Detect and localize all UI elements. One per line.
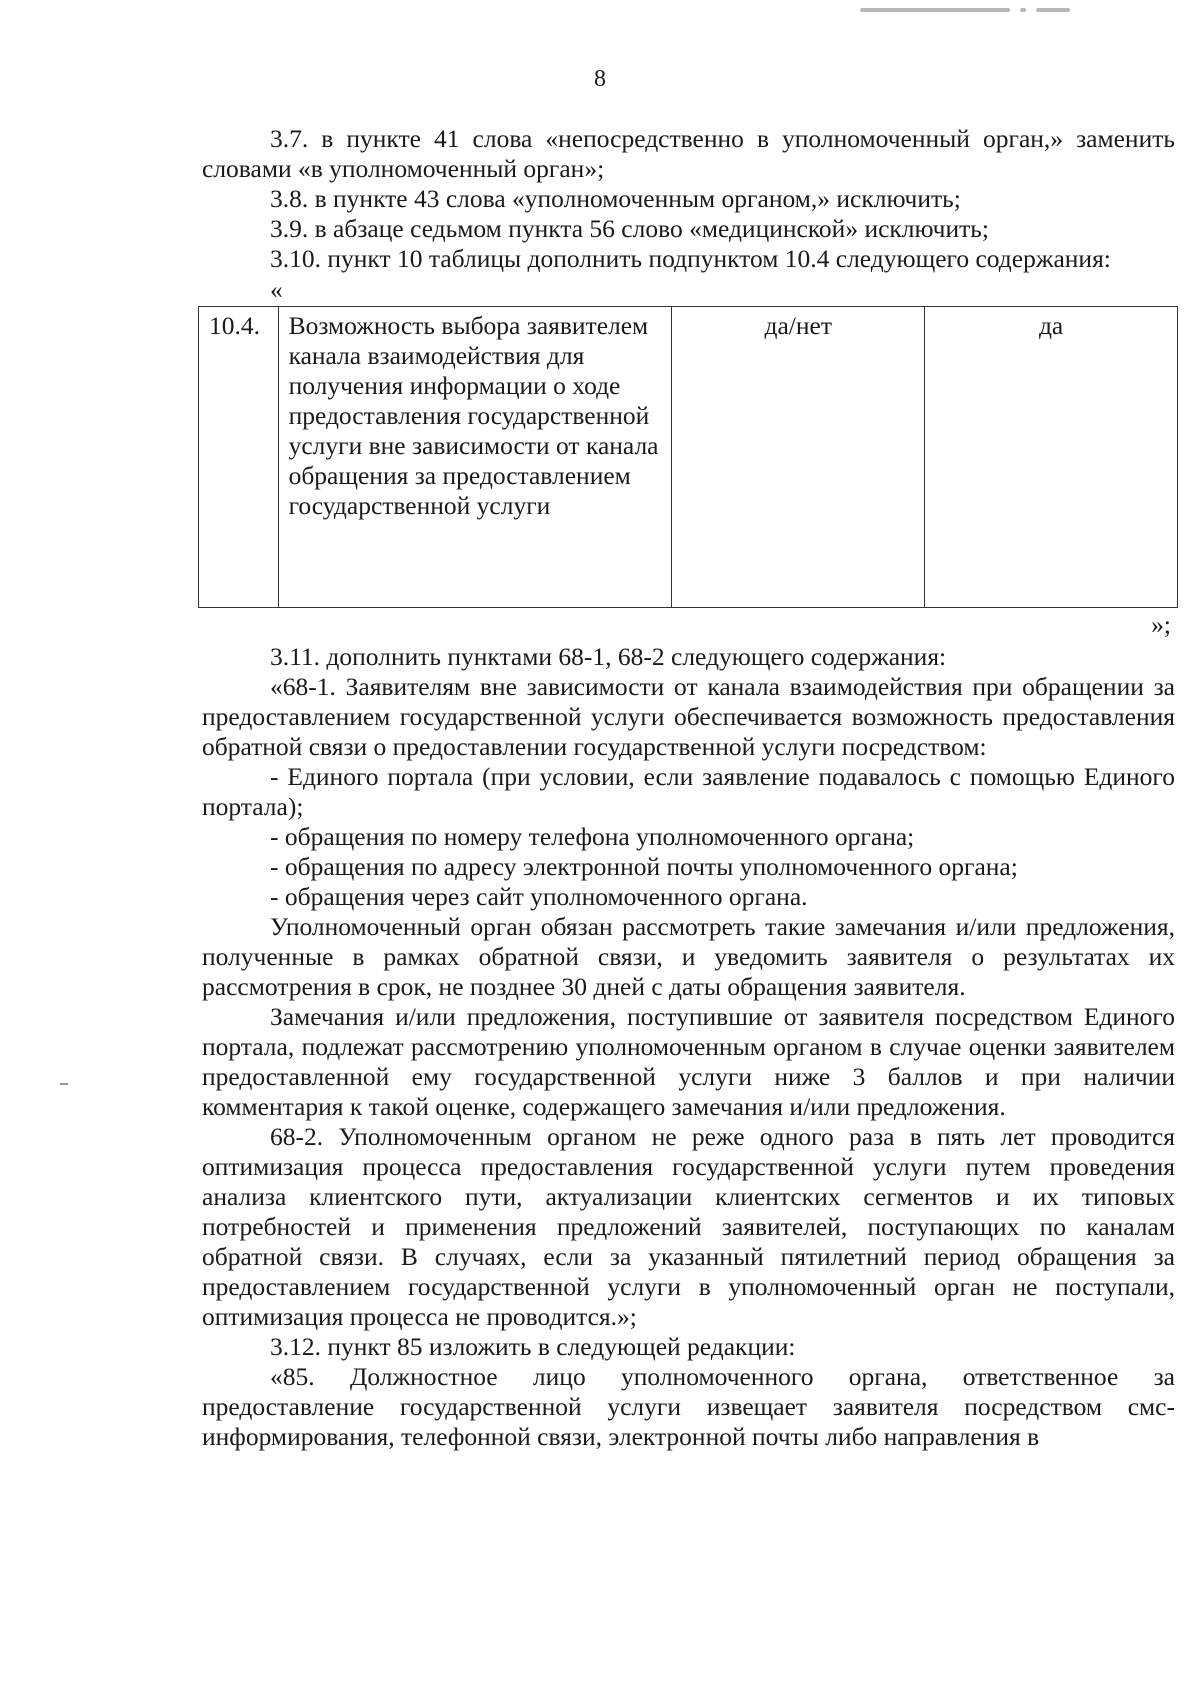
paragraph-3-8: 3.8. в пункте 43 слова «уполномоченным органом,» исключить; xyxy=(270,184,961,213)
table-row xyxy=(199,307,1178,608)
paragraph-3-7: 3.7. в пункте 41 слова «непосредственно в уполномоченный орган,» заменить словами «в уполномоченный орган»; xyxy=(202,124,1175,183)
quote-open-mark: « xyxy=(270,275,283,304)
table-cell-value: да xyxy=(925,307,1178,608)
table-cell-description: Возможность выбора заявителем канала взаимодействия для получения информации о ходе предоставления государственной услуги вне зависимости от канала обращения за предоставлением государственной услуги xyxy=(278,307,672,608)
scan-artifact xyxy=(1036,8,1070,12)
quote-close-mark: »; xyxy=(1151,610,1171,639)
page-number: 8 xyxy=(594,66,606,92)
list-item: - Единого портала (при условии, если заявление подавалось с помощью Единого портала); xyxy=(202,762,1175,821)
table-cell-number: 10.4. xyxy=(199,307,279,608)
paragraph-3-11: 3.11. дополнить пунктами 68-1, 68-2 следующего содержания: xyxy=(270,642,947,671)
document-body xyxy=(202,124,1175,1452)
paragraph-3-12: 3.12. пункт 85 изложить в следующей редакции: xyxy=(270,1332,796,1361)
paragraph-68-2: 68-2. Уполномоченным органом не реже одного раза в пять лет проводится оптимизация процесса предоставления государственной услуги путем проведения анализа клиентского пути, актуализации клиентских сегментов и их типовых потребностей и применения предложений заявителей, поступающих по каналам обратной связи. В случаях, если за указанный пятилетний период обращения за предоставлением государственной услуги в уполномоченный орган не поступали, оптимизация процесса не проводится.»; xyxy=(202,1122,1175,1331)
table-cell-unit: да/нет xyxy=(672,307,925,608)
paragraph-3-9: 3.9. в абзаце седьмом пункта 56 слово «медицинской» исключить; xyxy=(270,214,989,243)
scan-artifact xyxy=(860,8,1010,12)
scan-artifact xyxy=(1020,8,1026,12)
paragraph: Замечания и/или предложения, поступившие от заявителя посредством Единого портала, подлежат рассмотрению уполномоченным органом в случае оценки заявителем предоставленной ему государственной услуги ниже 3 баллов и при наличии комментария к такой оценке, содержащего замечания и/или предложения. xyxy=(202,1002,1175,1121)
paragraph-68-1: «68-1. Заявителям вне зависимости от канала взаимодействия при обращении за предоставлением государственной услуги обеспечивается возможность предоставления обратной связи о предоставлении государственной услуги посредством: xyxy=(202,672,1175,761)
inserted-table xyxy=(198,306,1178,608)
paragraph: Уполномоченный орган обязан рассмотреть такие замечания и/или предложения, полученные в рамках обратной связи, и уведомить заявителя о результатах их рассмотрения в срок, не позднее 30 дней с даты обращения заявителя. xyxy=(202,912,1175,1001)
list-item: - обращения через сайт уполномоченного органа. xyxy=(270,882,808,911)
paragraph-3-10: 3.10. пункт 10 таблицы дополнить подпунктом 10.4 следующего содержания: xyxy=(270,244,1111,273)
list-item: - обращения по адресу электронной почты уполномоченного органа; xyxy=(270,852,1018,881)
paragraph-85: «85. Должностное лицо уполномоченного органа, ответственное за предоставление государственной услуги извещает заявителя посредством смс-информирования, телефонной связи, электронной почты либо направления в xyxy=(202,1362,1175,1451)
scan-artifact xyxy=(60,1083,68,1085)
list-item: - обращения по номеру телефона уполномоченного органа; xyxy=(270,822,915,851)
